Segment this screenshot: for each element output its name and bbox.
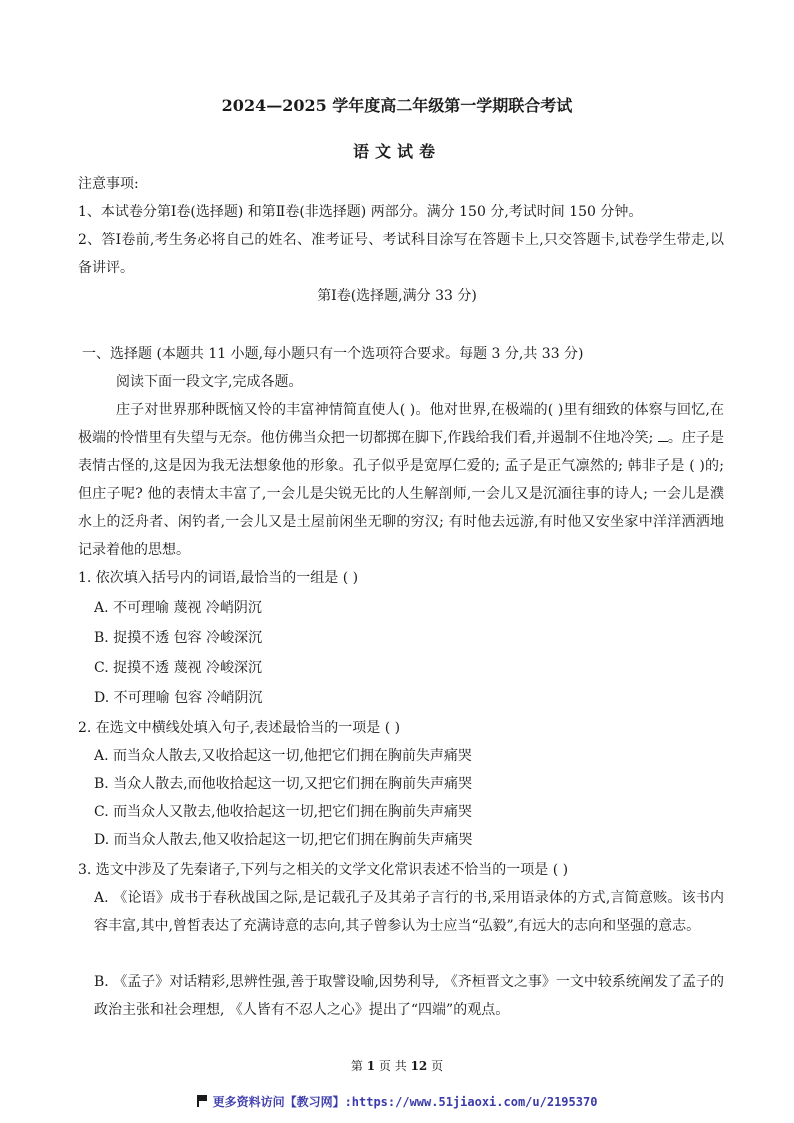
fill-blank bbox=[658, 429, 668, 442]
flag-icon bbox=[197, 1095, 207, 1107]
page-number-suffix: 页 bbox=[431, 1059, 444, 1073]
page-number-total: 12 bbox=[410, 1059, 428, 1073]
promo-line[interactable] bbox=[0, 1092, 794, 1112]
page-number-middle: 页 共 bbox=[378, 1059, 407, 1073]
part1-heading: 第Ⅰ卷(选择题,满分 33 分) bbox=[317, 288, 477, 304]
passage-part-a: 庄子对世界那种既恼又怜的丰富神情简直使人( )。他对世界,在极端的( )里有细致的体察与回忆,在极端的怜惜里有失望与无奈。他仿佛当众把一切都掷在脚下,作践给我们看,并遏制不住地冷笑; bbox=[78, 402, 724, 446]
question-1-option-c: C. 捉摸不透 蔑视 冷峻深沉 bbox=[94, 660, 263, 676]
notes-item-1: 1、本试卷分第Ⅰ卷(选择题) 和第Ⅱ卷(非选择题) 两部分。满分 150 分,考试时间 150 分钟。 bbox=[78, 204, 643, 220]
question-1-stem: 1. 依次填入括号内的词语,最恰当的一组是 ( ) bbox=[78, 570, 359, 586]
question-2-option-c: C. 而当众人又散去,他收拾起这一切,把它们拥在胸前失声痛哭 bbox=[94, 804, 473, 820]
question-1-option-d: D. 不可理喻 包容 冷峭阴沉 bbox=[94, 690, 263, 706]
exam-title: 2024—2025 学年度高二年级第一学期联合考试 bbox=[221, 96, 573, 115]
reading-instruction: 阅读下面一段文字,完成各题。 bbox=[116, 374, 303, 390]
notes-heading: 注意事项: bbox=[78, 176, 139, 192]
question-3-stem: 3. 选文中涉及了先秦诸子,下列与之相关的文学文化常识表述不恰当的一项是 ( ) bbox=[78, 862, 569, 878]
passage-part-b: 。庄子是表情古怪的,这是因为我无法想象他的形象。孔子似乎是宽厚仁爱的; 孟子是正气凛然的; 韩非子是 ( )的; 但庄子呢? 他的表情太丰富了,一会儿是尖锐无比的人生解剖师,一会儿又是沉湎往事的诗人; 一会儿是濮水上的泛舟者、闲钓者,一会儿又是土屋前闲坐无聊的穷汉; 有时他去远游,有时他又安坐家中洋洋洒洒地记录着他的思想。 bbox=[78, 430, 725, 558]
question-3-option-a: A. 《论语》成书于春秋战国之际,是记载孔子及其弟子言行的书,采用语录体的方式,言简意赅。该书内容丰富,其中,曾皙表达了充满诗意的志向,其子曾参认为士应当“弘毅”,有远大的志向和坚强的意志。 bbox=[94, 890, 724, 934]
section1-heading: 一、选择题 (本题共 11 小题,每小题只有一个选项符合要求。每题 3 分,共 33 分) bbox=[82, 346, 584, 362]
question-2-option-b: B. 当众人散去,而他收拾起这一切,又把它们拥在胸前失声痛哭 bbox=[94, 776, 473, 792]
page-number-current: 1 bbox=[366, 1059, 376, 1073]
question-2-option-a: A. 而当众人散去,又收拾起这一切,他把它们拥在胸前失声痛哭 bbox=[94, 748, 472, 764]
question-1-option-a: A. 不可理喻 蔑视 冷峭阴沉 bbox=[94, 600, 262, 616]
question-2-stem: 2. 在选文中横线处填入句子,表述最恰当的一项是 ( ) bbox=[78, 720, 401, 736]
question-1-option-b: B. 捉摸不透 包容 冷峻深沉 bbox=[94, 630, 263, 646]
notes-item-2: 2、答Ⅰ卷前,考生务必将自己的姓名、准考证号、考试科目涂写在答题卡上,只交答题卡,试卷学生带走,以备讲评。 bbox=[78, 232, 724, 276]
question-3-option-b: B. 《孟子》对话精彩,思辨性强,善于取譬设喻,因势利导, 《齐桓晋文之事》一文中较系统阐发了孟子的政治主张和社会理想, 《人皆有不忍人之心》提出了“四端”的观点。 bbox=[94, 974, 724, 1018]
question-2-option-d: D. 而当众人散去,他又收拾起这一切,把它们拥在胸前失声痛哭 bbox=[94, 832, 473, 848]
reading-passage bbox=[78, 396, 724, 564]
page-number-prefix: 第 bbox=[350, 1059, 363, 1073]
exam-subject: 语文试卷 bbox=[352, 142, 441, 161]
page-number bbox=[0, 1056, 794, 1076]
promo-link[interactable]: 更多资料访问【教习网】:https://www.51jiaoxi.com/u/2195370 bbox=[212, 1095, 598, 1109]
